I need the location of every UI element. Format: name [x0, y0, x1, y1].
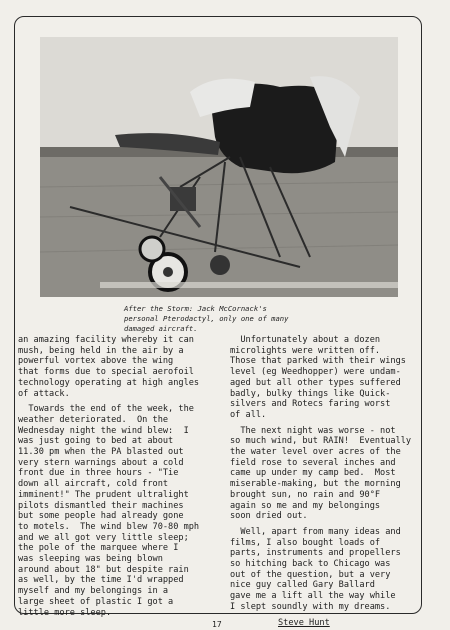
page-number: 17 — [212, 620, 222, 629]
paragraph: Unfortunately about a dozen microlights were written off. Those that parked with their wings level (eg Weedhopper) were undam- aged but all other types suffered badly, bulky things like Quick- silvers and Rotecs faring worst of all. — [230, 335, 406, 420]
paragraph: The next night was worse - not so much wind, but RAIN! Eventually the water level over acres of the field rose to several inches and came up under my camp bed. Most miserable-making, but the morning brought sun, no rain and 90°F again so me and my belongings soon dried out. — [230, 425, 412, 522]
paragraph: an amazing facility whereby it can mush, being held in the air by a powerful vortex above the wing that forms due to special aerofoil technology operating at high angles of attack. — [18, 335, 200, 399]
right-column — [230, 335, 420, 628]
storm-damage-photo — [40, 37, 398, 297]
photo-caption — [124, 304, 364, 334]
caption-line: personal Pterodactyl, only one of many — [124, 314, 289, 323]
author-signature: Steve Hunt — [278, 617, 330, 628]
photo-pterodactyl-icon — [40, 37, 398, 297]
caption-line: damaged aircraft. — [124, 324, 198, 333]
caption-line: After the Storm: Jack McCornack's — [124, 304, 267, 313]
paragraph: Well, apart from many ideas and films, I also bought loads of parts, instruments and propellers so hitching back to Chicago was out of the question, but a very nice guy called Gary Ballard gave me a lift all the way while I slept soundly with my dreams. — [230, 526, 401, 612]
left-column — [18, 335, 218, 623]
paragraph: Towards the end of the week, the weather deteriorated. On the Wednesday night the wind blew: I was just going to bed at about 11.30 pm when the PA blasted out very stern warnings about a cold front due in three hours - "Tie down all aircraft, cold front imminent!" The prudent ultralight pilots dismantled their machines but some people had already gone to motels. The wind blew 70-80 mph and we all got very little sleep; the pole of the marquee where I was sleeping was being blown around about 18" but despite rain as well, by the time I'd wrapped myself and my belongings in a large sheet of plastic I got a little more sleep. — [18, 404, 200, 618]
